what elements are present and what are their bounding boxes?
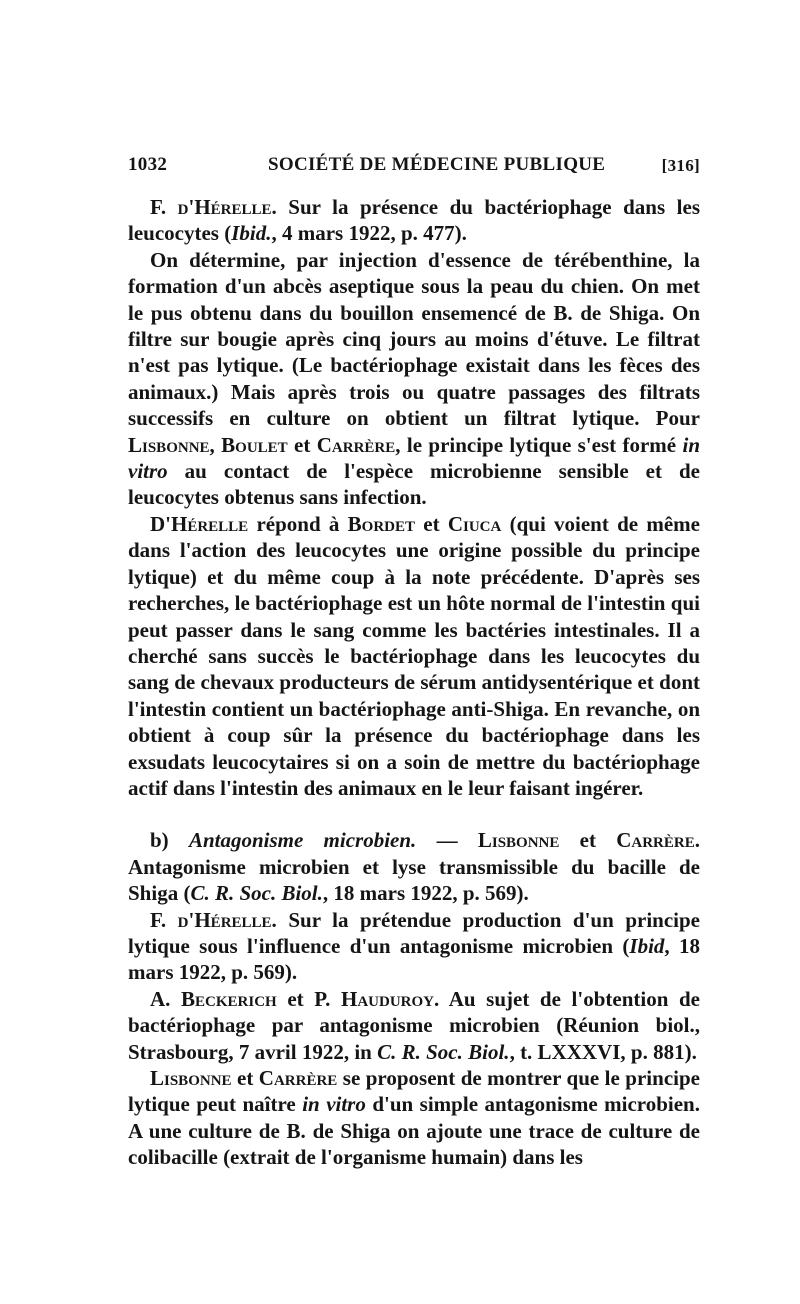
- journal-ref: Ibid.: [231, 221, 272, 246]
- paragraph-beckerich-hauduroy: A. Beckerich et P. Hauduroy. Au sujet de l'obtention de bactériophage par antagonisme microbien (Réunion biol., Strasbourg, 7 avril 1922, in C. R. Soc. Biol., t. LXXXVI, p. 881).: [128, 986, 700, 1064]
- journal-ref: C. R. Soc. Biol.: [377, 1039, 510, 1064]
- author-name: Bordet: [347, 511, 415, 536]
- section-antagonisme-microbien: b) Antagonisme microbien. — Lisbonne et Carrère. Antagonisme microbien et lyse transmissible du bacille de Shiga (C. R. Soc. Biol., 18 mars 1922, p. 569).: [128, 828, 700, 906]
- paragraph-lisbonne-carrere: Lisbonne et Carrère se proposent de montrer que le principe lytique peut naître in vitro d'un simple antagonisme microbien. A une culture de B. de Shiga on ajoute une trace de culture de colibacille (extrait de l'organisme humain) dans les: [128, 1066, 700, 1170]
- author-name: Carrère: [258, 1066, 338, 1090]
- author-name: A. Beckerich: [150, 986, 277, 1011]
- paragraph-pretendue-production: F. d'Hérelle. Sur la prétendue production d'un principe lytique sous l'influence d'un antagonisme microbien (Ibid, 18 mars 1922, p. 569).: [128, 907, 700, 985]
- italic-term: in vitro: [302, 1092, 366, 1117]
- journal-ref: Ibid: [629, 933, 665, 958]
- paragraph-dherelle-repond: D'Hérelle répond à Bordet et Ciuca (qui voient de même dans l'action des leucocytes une origine possible du principe lytique) et du même coup à la note précédente. D'après ses recherches, le bactériophage est un hôte normal de l'intestin qui peut passer dans le sang comme les bactéries intestinales. Il a cherché sans succès le bactériophage dans les leucocytes du sang de chevaux producteurs de sérum antidysentérique et dont l'intestin contient un bactériophage anti-Shiga. En revanche, on obtient à coup sûr la présence du bactériophage dans les exsudats leucocytaires si on a soin de mettre du bactériophage actif dans l'intestin des animaux en le leur faisant ingérer.: [128, 511, 700, 800]
- section-heading: Antagonisme microbien.: [188, 828, 417, 853]
- author-name: F. d'Hérelle.: [150, 195, 277, 219]
- running-header: [128, 154, 700, 182]
- body-text: [128, 194, 700, 1171]
- author-name: Lisbonne: [150, 1066, 232, 1090]
- italic-term: in vitro: [128, 432, 700, 484]
- author-name: Lisbonne: [477, 828, 560, 853]
- author-name: D'Hérelle: [150, 511, 249, 536]
- paragraph-abces-aseptique: On détermine, par injection d'essence de térébenthine, la formation d'un abcès aseptique sous la peau du chien. On met le pus obtenu dans du bouillon ensemencé de B. de Shiga. On filtre sur bougie après cinq jours au moins d'étuve. Le filtrat n'est pas lytique. (Le bactériophage existait dans les fèces des animaux.) Mais après trois ou quatre passages des filtrats successifs en culture on obtient un filtrat lytique. Pour Lisbonne, Boulet et Carrère, le principe lytique s'est formé in vitro au contact de l'espèce microbienne sensible et de leucocytes obtenus sans infection.: [128, 247, 700, 510]
- author-name: Ciuca: [447, 511, 502, 536]
- article-title: Sur la présence du bactériophage dans les leucocytes: [128, 195, 701, 246]
- bracket-page-number: [316]: [661, 156, 700, 175]
- journal-ref: C. R. Soc. Biol.: [190, 881, 323, 906]
- paragraph-dherelle-leucocytes: F. d'Hérelle. Sur la présence du bactériophage dans les leucocytes (Ibid., 4 mars 1922, p. 477).: [128, 195, 701, 246]
- author-name: F. d'Hérelle.: [150, 907, 277, 932]
- section-label: b): [150, 828, 189, 853]
- page-number: 1032: [128, 154, 168, 175]
- author-name: Carrère.: [616, 828, 700, 853]
- running-title: SOCIÉTÉ DE MÉDECINE PUBLIQUE: [268, 154, 606, 175]
- author-name: Boulet: [221, 432, 288, 457]
- author-name: Carrère,: [316, 432, 401, 457]
- author-name: Lisbonne,: [128, 432, 215, 457]
- author-name: P. Hauduroy.: [314, 986, 440, 1011]
